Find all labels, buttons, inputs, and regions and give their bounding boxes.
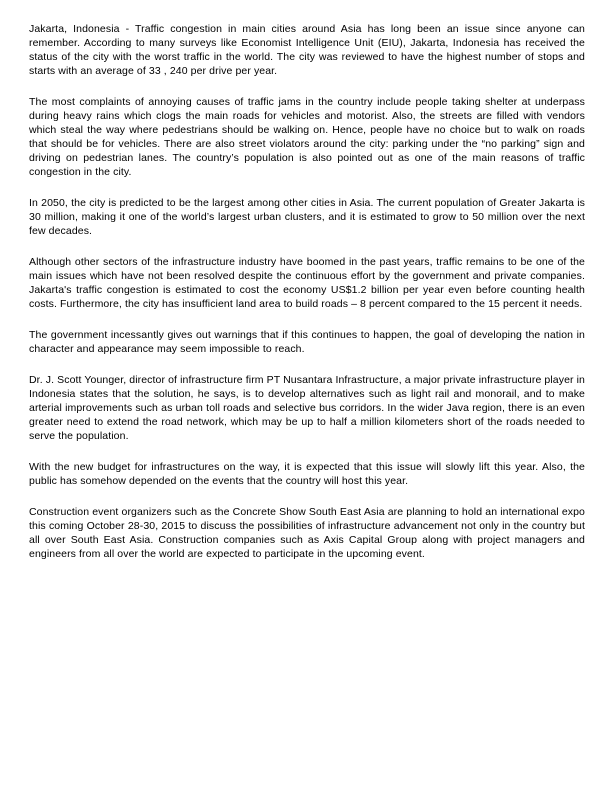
paragraph-complaints: The most complaints of annoying causes of traffic jams in the country include people taking shelter at underpass during heavy rains which clogs the main roads for vehicles and motorist. Also, the streets are filled with vendors which steal the way where pedestrians should be walking on. Hence, people have no choice but to walk on roads that should be for vehicles. There are also street violators around the city: parking under the “no parking” sign and driving on pedestrian lanes. The country’s population is also pointed out as one of the main reasons of traffic congestion in the city. xyxy=(29,96,585,178)
paragraph-concrete-show: Construction event organizers such as the Concrete Show South East Asia are planning to hold an international expo this coming October 28-30, 2015 to discuss the possibilities of infrastructure advancement not only in the country but all over South East Asia. Construction companies such as Axis Capital Group along with project managers and engineers from all over the world are expected to participate in the upcoming event. xyxy=(29,506,585,560)
paragraph-younger-solution: Dr. J. Scott Younger, director of infrastructure firm PT Nusantara Infrastructure, a major private infrastructure player in Indonesia states that the solution, he says, is to develop alternatives such as light rail and monorail, and to make arterial improvements such as urban toll roads and selective bus corridors. In the wider Java region, there is an even greater need to extend the road network, which may be up to half a million kilometers short of the roads needed to serve the population. xyxy=(29,374,586,442)
paragraph-intro: Jakarta, Indonesia - Traffic congestion in main cities around Asia has long been an issue since anyone can remember. According to many surveys like Economist Intelligence Unit (EIU), Jakarta, Indonesia has received the status of the city with the worst traffic in the world. The city was reviewed to have the highest number of stops and starts with an average of 33 , 240 per drive per year. xyxy=(29,23,585,77)
paragraph-population-2050: In 2050, the city is predicted to be the largest among other cities in Asia. The current population of Greater Jakarta is 30 million, making it one of the world’s largest urban clusters, and it is estimated to grow to 50 million over the next few decades. xyxy=(29,197,585,237)
paragraph-new-budget: With the new budget for infrastructures on the way, it is expected that this issue will slowly lift this year. Also, the public has somehow depended on the events that the country will host this year. xyxy=(29,461,585,487)
paragraph-economy-cost: Although other sectors of the infrastructure industry have boomed in the past years, traffic remains to be one of the main issues which have not been resolved despite the continuous effort by the government and private companies. Jakarta's traffic congestion is estimated to cost the economy US$1.2 billion per year even before counting health costs. Furthermore, the city has insufficient land area to build roads – 8 percent compared to the 15 percent it needs. xyxy=(29,256,585,310)
paragraph-government-warning: The government incessantly gives out warnings that if this continues to happen, the goal of developing the nation in character and appearance may seem impossible to reach. xyxy=(29,329,585,355)
